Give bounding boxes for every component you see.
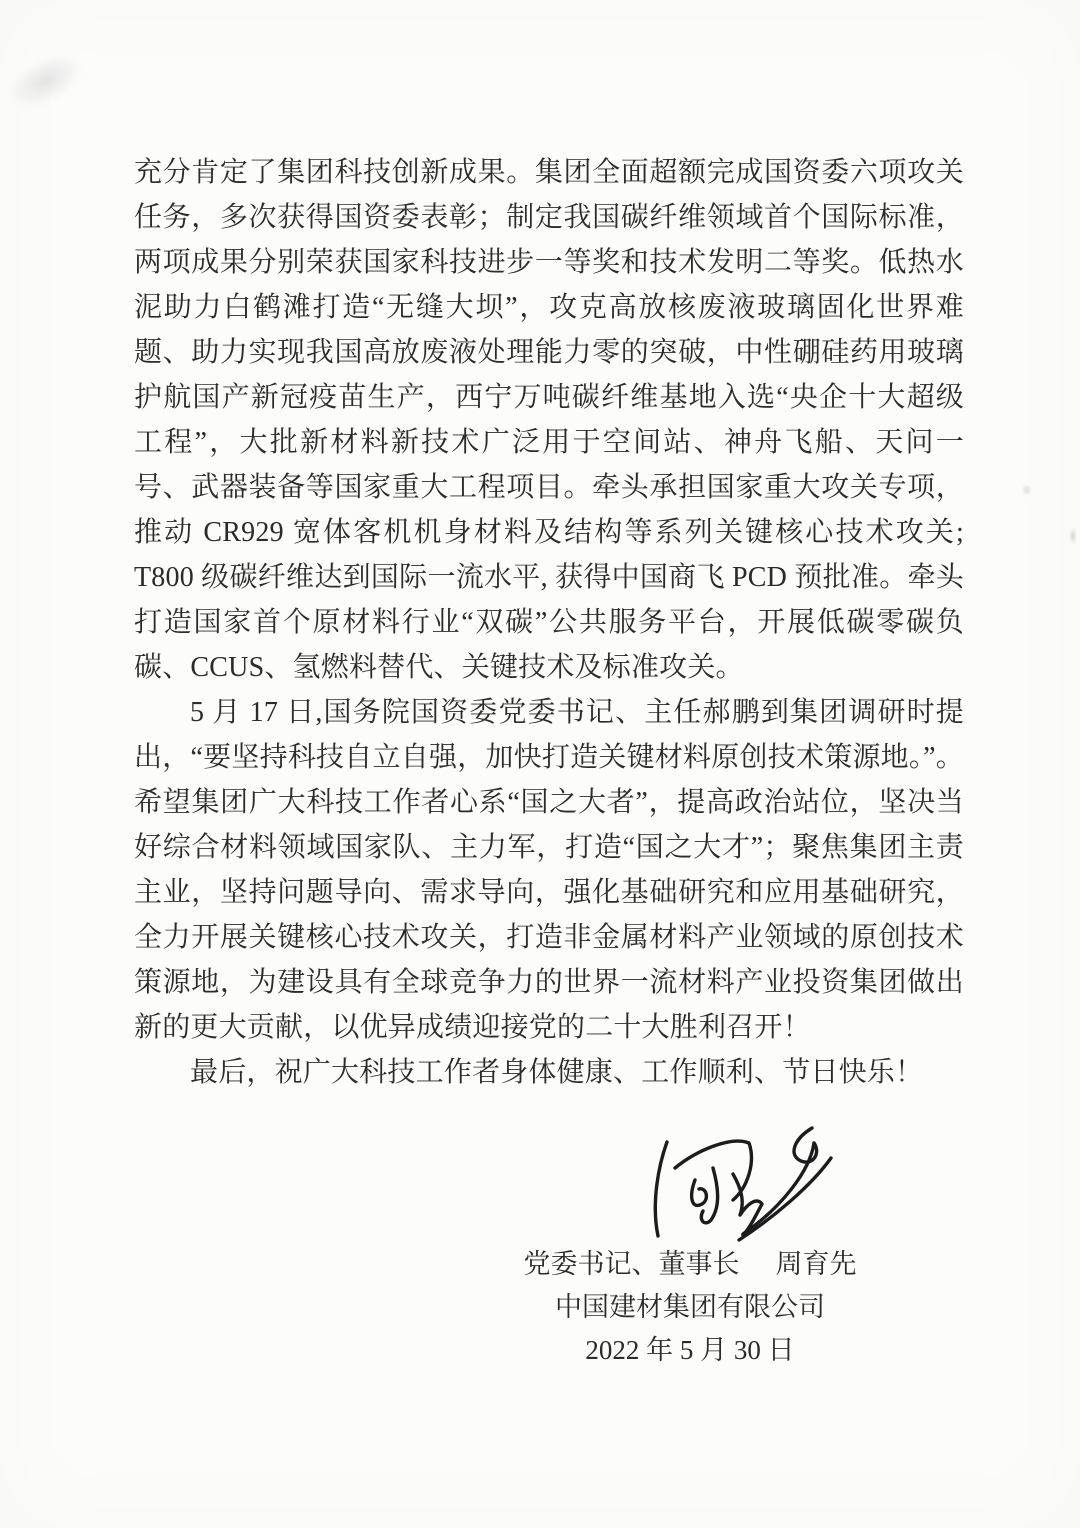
signature-stroke: [692, 1180, 707, 1205]
paragraph-expectations: 5 月 17 日,国务院国资委党委书记、主任郝鹏到集团调研时提出，“要坚持科技自立自强，加快打造关键材料原创技术策源地。”。希望集团广大科技工作者心系“国之大者”，提高政治站位，坚决当好综合材料领域国家队、主力军，打造“国之大才”；聚焦集团主责主业，坚持问题导向、需求导向，强化基础研究和应用基础研究，全力开展关键核心技术攻关，打造非金属材料产业领域的原创技术策源地，为建设具有全球竞争力的世界一流材料产业投资集团做出新的更大贡献，以优异成绩迎接党的二十大胜利召开！: [134, 697, 964, 1043]
signature-block: [495, 1243, 885, 1372]
letter-body: [134, 150, 964, 1095]
company-name: 中国建材集团有限公司: [555, 1292, 825, 1322]
signature-date: 2022 年 5 月 30 日: [585, 1335, 795, 1365]
scan-speck-artifact: [1070, 528, 1076, 544]
signature-stroke: [701, 1168, 717, 1223]
signer-title: 党委书记、董事长: [523, 1249, 740, 1279]
paragraph-achievements: 充分肯定了集团科技创新成果。集团全面超额完成国资委六项攻关任务，多次获得国资委表彰；制定我国碳纤维领域首个国际标准，两项成果分别荣获国家科技进步一等奖和技术发明二等奖。低热水泥助力白鹤滩打造“无缝大坝”，攻克高放核废液玻璃固化世界难题、助力实现我国高放废液处理能力零的突破，中性硼硅药用玻璃护航国产新冠疫苗生产，西宁万吨碳纤维基地入选“央企十大超级工程”，大批新材料新技术广泛用于空间站、神舟飞船、天问一号、武器装备等国家重大工程项目。牵头承担国家重大攻关专项，推动 CR929 宽体客机机身材料及结构等系列关键核心技术攻关; T800 级碳纤维达到国际一流水平, 获得中国商飞 PCD 预批准。牵头打造国家首个原材料行业“双碳”公共服务平台，开展低碳零碳负碳、CCUS、氢燃料替代、关键技术及标准攻关。: [134, 157, 964, 683]
signer-line: [495, 1243, 885, 1286]
signature-stroke: [655, 1142, 667, 1236]
scan-speck-artifact: [1022, 484, 1032, 496]
scan-smudge-artifact: [1, 44, 91, 119]
paragraph-closing-wish: 最后，祝广大科技工作者身体健康、工作顺利、节日快乐！: [190, 1057, 924, 1088]
handwritten-signature: [645, 1116, 845, 1251]
signer-name: 周育先: [775, 1249, 857, 1279]
